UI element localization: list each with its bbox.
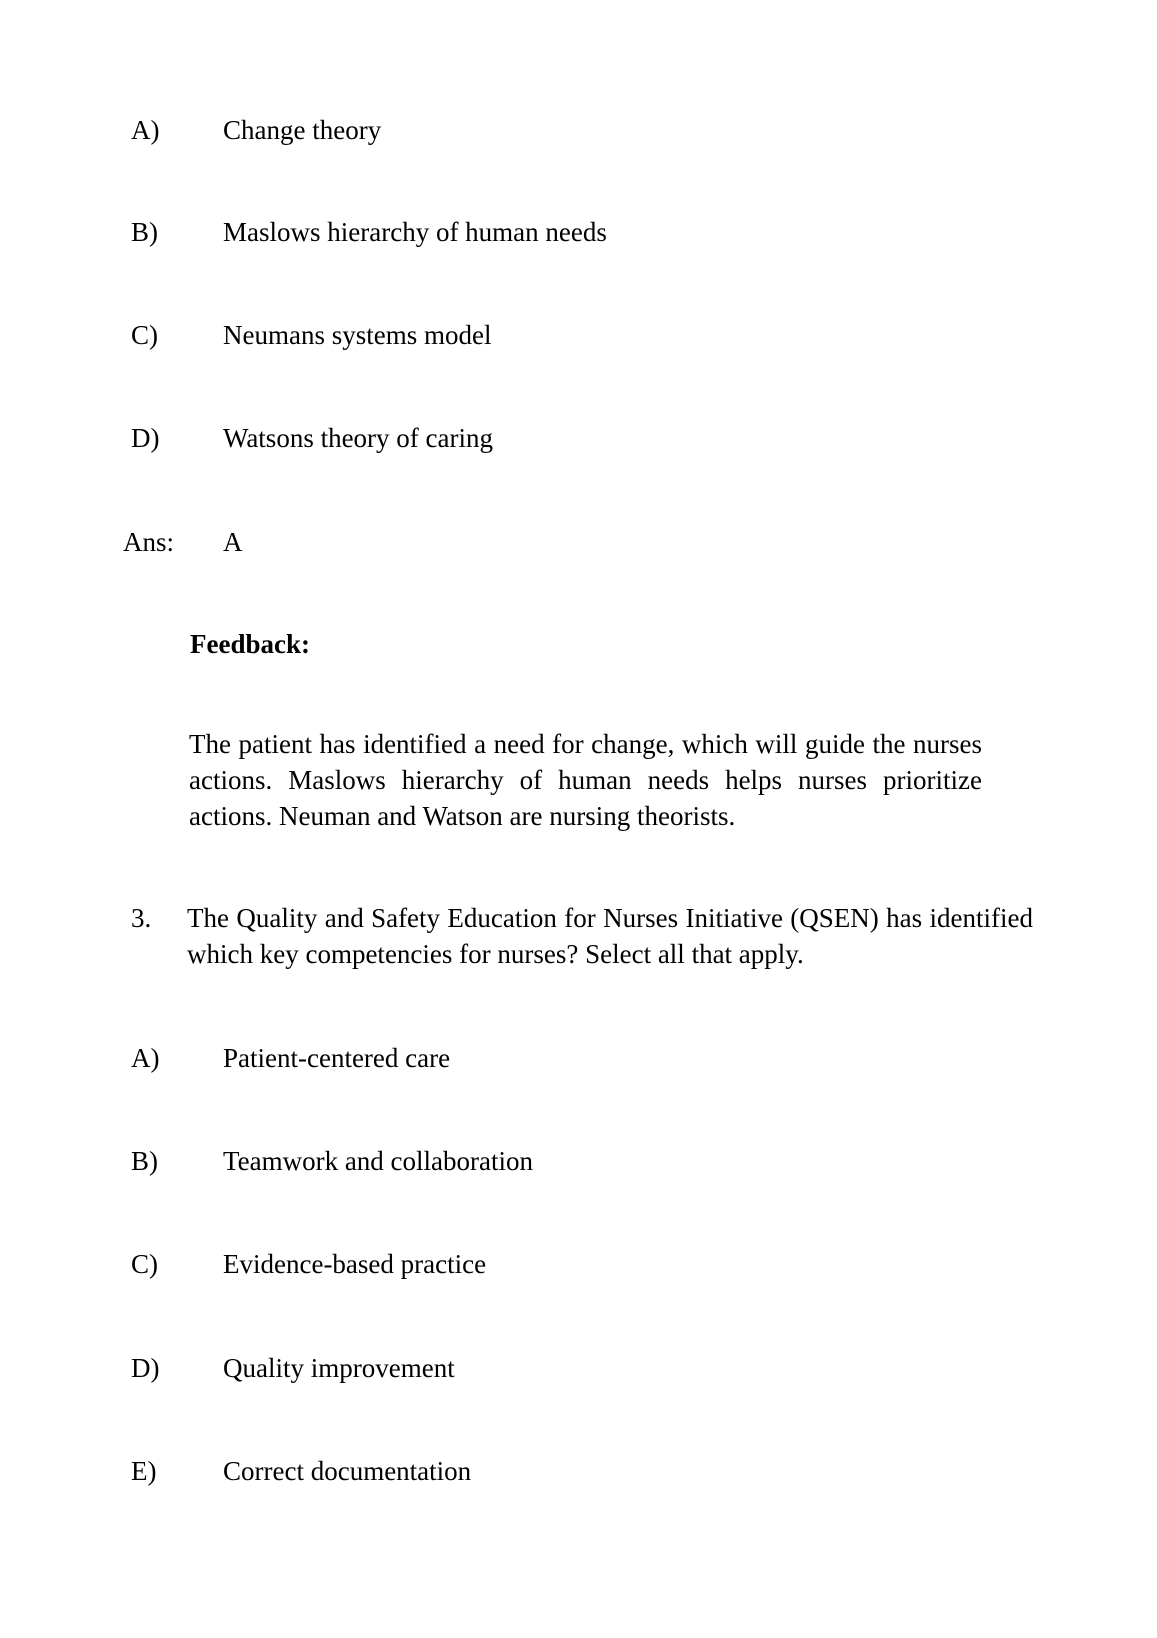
q3-option-e-letter: E) [131, 1456, 157, 1486]
q2-option-a-text: Change theory [223, 115, 382, 145]
q3-option-c-text: Evidence-based practice [223, 1249, 487, 1279]
feedback-heading: Feedback: [190, 629, 310, 659]
q3-option-c-letter: C) [131, 1249, 158, 1279]
q3-option-a-letter: A) [131, 1043, 160, 1073]
q2-option-d-letter: D) [131, 423, 160, 453]
q2-option-c-text: Neumans systems model [223, 320, 492, 350]
q3-option-e-text: Correct documentation [223, 1456, 472, 1486]
feedback-text: The patient has identified a need for change, which will guide the nurses actions. Maslows hierarchy of human needs helps nurses prioritize actions. Neuman and Watson are nursing theorists. [189, 729, 982, 831]
q3-option-b-letter: B) [131, 1146, 158, 1176]
question-3-number: 3. [131, 903, 152, 933]
q2-option-d-text: Watsons theory of caring [223, 423, 493, 453]
q2-option-b-text: Maslows hierarchy of human needs [223, 217, 607, 247]
q3-option-a-text: Patient-centered care [223, 1043, 451, 1073]
q2-option-c-letter: C) [131, 320, 158, 350]
q3-option-d-text: Quality improvement [223, 1353, 455, 1383]
q2-option-a-letter: A) [131, 115, 160, 145]
question-3-text: The Quality and Safety Education for Nurses Initiative (QSEN) has identified which key competencies for nurses? Select all that apply. [187, 903, 1033, 969]
answer-value: A [223, 527, 243, 557]
q2-option-b-letter: B) [131, 217, 158, 247]
q3-option-d-letter: D) [131, 1353, 160, 1383]
answer-label: Ans: [123, 527, 175, 557]
q3-option-b-text: Teamwork and collaboration [223, 1146, 533, 1176]
